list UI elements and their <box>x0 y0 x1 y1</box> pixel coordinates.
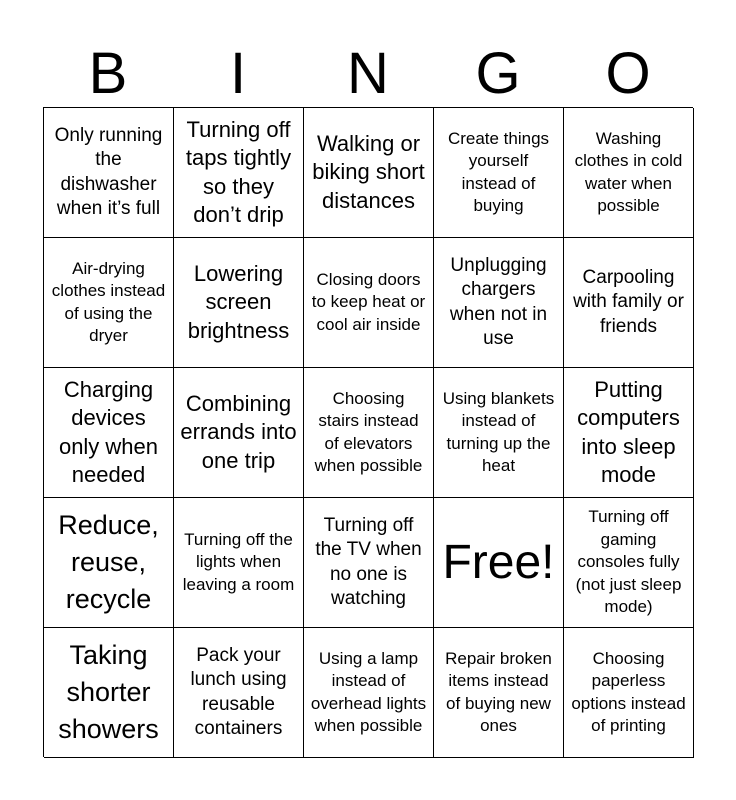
bingo-cell-text: Only running the dishwasher when it’s full <box>54 124 163 219</box>
bingo-board <box>43 107 693 757</box>
bingo-cell[interactable] <box>44 498 174 628</box>
bingo-cell-text: Create things yourself instead of buying <box>447 128 550 215</box>
header-letter-g: G <box>475 41 521 106</box>
bingo-cell-text: Choosing paperless options instead of printing <box>571 648 686 735</box>
free-space-label: Free! <box>442 535 555 589</box>
bingo-cell-text: Lowering screen brightness <box>187 260 290 343</box>
bingo-cell[interactable] <box>304 238 434 368</box>
bingo-cell[interactable] <box>44 628 174 758</box>
bingo-cell[interactable] <box>174 498 304 628</box>
bingo-cell[interactable] <box>304 108 434 238</box>
bingo-cell-text: Putting computers into sleep mode <box>577 376 680 487</box>
bingo-cell[interactable] <box>174 628 304 758</box>
bingo-cell-text: Charging devices only when needed <box>58 376 159 487</box>
bingo-cell[interactable] <box>44 368 174 498</box>
bingo-cell[interactable] <box>564 368 694 498</box>
header-letter-i: I <box>229 41 247 106</box>
bingo-cell[interactable] <box>564 498 694 628</box>
bingo-cell[interactable] <box>174 368 304 498</box>
bingo-cell[interactable] <box>44 108 174 238</box>
bingo-cell-text: Air-drying clothes instead of using the dryer <box>51 258 166 345</box>
bingo-cell[interactable] <box>434 108 564 238</box>
bingo-cell[interactable] <box>434 628 564 758</box>
bingo-cell-text: Closing doors to keep heat or cool air inside <box>311 269 426 334</box>
bingo-cell[interactable] <box>304 628 434 758</box>
bingo-cell-text: Walking or biking short distances <box>312 130 425 213</box>
bingo-cell[interactable] <box>564 628 694 758</box>
bingo-header <box>43 40 693 108</box>
bingo-cell-text: Turning off the lights when leaving a room <box>182 529 295 594</box>
bingo-cell[interactable] <box>434 238 564 368</box>
bingo-cell-text: Reduce, reuse, recycle <box>58 510 159 614</box>
header-letter-n: N <box>347 41 389 106</box>
bingo-cell-text: Turning off taps tightly so they don’t drip <box>185 116 292 227</box>
header-letter-o: O <box>605 41 651 106</box>
bingo-cell-text: Pack your lunch using reusable containers <box>190 644 287 739</box>
bingo-cell[interactable] <box>304 368 434 498</box>
bingo-cell-text: Repair broken items instead of buying new ones <box>445 648 552 735</box>
header-letter-b: B <box>88 41 128 106</box>
bingo-cell[interactable] <box>174 238 304 368</box>
bingo-cell[interactable] <box>434 368 564 498</box>
bingo-cell[interactable] <box>304 498 434 628</box>
bingo-cell[interactable] <box>44 238 174 368</box>
bingo-cell-text: Using blankets instead of turning up the heat <box>442 388 555 475</box>
bingo-cell-text: Unplugging chargers when not in use <box>449 254 548 349</box>
bingo-cell-text: Carpooling with family or friends <box>573 266 684 337</box>
bingo-cell[interactable] <box>174 108 304 238</box>
bingo-cell-text: Washing clothes in cold water when possible <box>574 128 683 215</box>
bingo-cell-text: Choosing stairs instead of elevators when possible <box>314 388 423 475</box>
bingo-cell[interactable] <box>564 238 694 368</box>
bingo-cell-text: Turning off gaming consoles fully (not just sleep mode) <box>575 507 682 617</box>
bingo-cell-text: Using a lamp instead of overhead lights when possible <box>310 648 427 735</box>
bingo-cell-text: Combining errands into one trip <box>180 390 297 473</box>
bingo-cell-text: Turning off the TV when no one is watching <box>315 514 422 609</box>
bingo-cell-text: Taking shorter showers <box>58 640 159 744</box>
free-space-cell[interactable] <box>434 498 564 628</box>
bingo-cell[interactable] <box>564 108 694 238</box>
